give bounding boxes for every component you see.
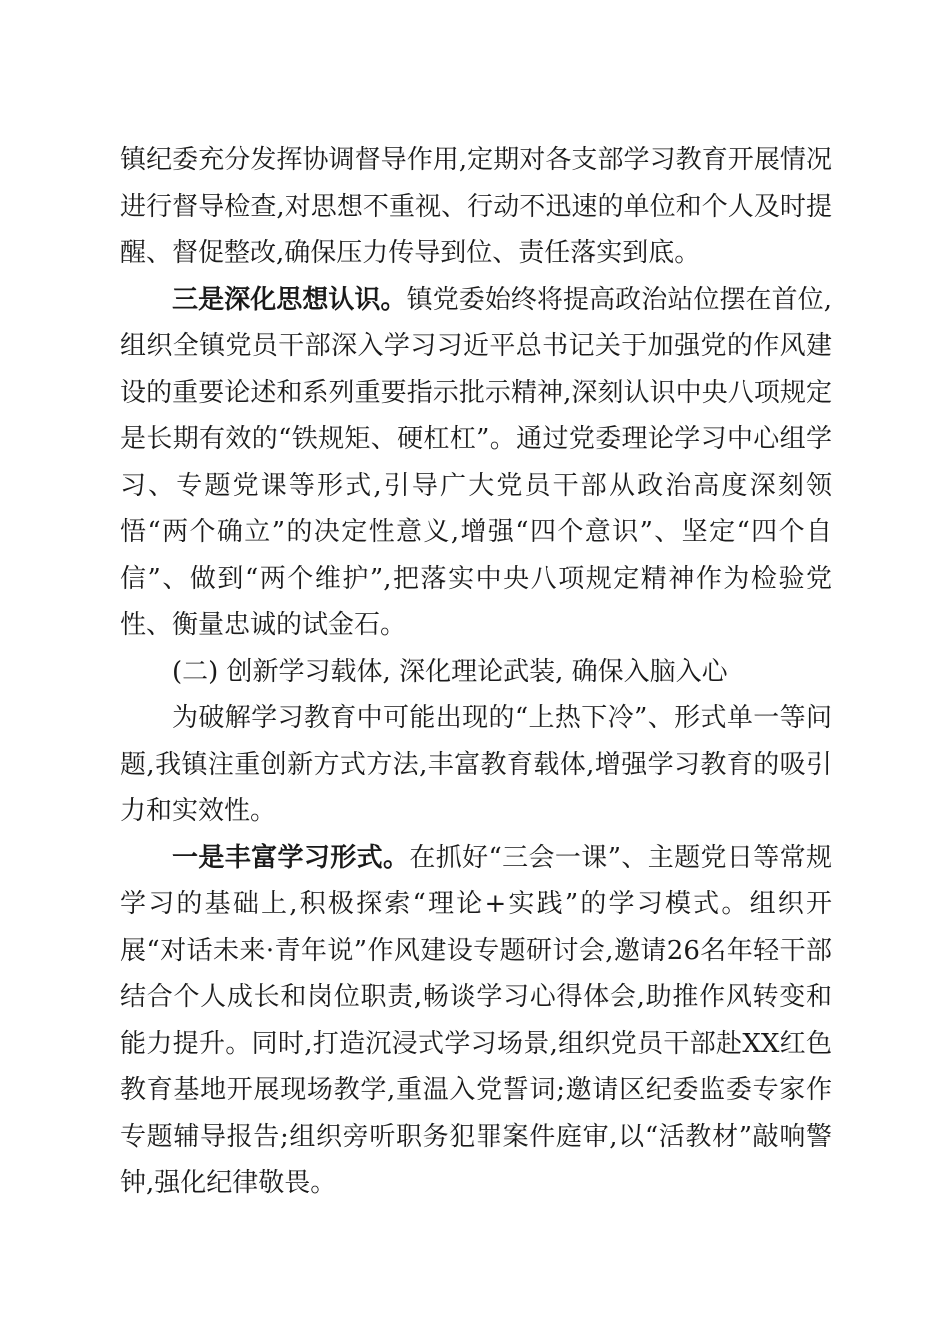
paragraph-text: 镇党委始终将提高政治站位摆在首位,组织全镇党员干部深入学习习近平总书记关于加强党的作风建设的重要论述和系列重要指示批示精神,深刻认识中央八项规定是长期有效的“铁规矩、硬杠杠”。通过党委理论学习中心组学习、专题党课等形式,引导广大党员干部从政治高度深刻领悟“两个确立”的决定性意义,增强“四个意识”、坚定“四个自信”、做到“两个维护”,把落实中央八项规定精神作为检验党性、衡量忠诚的试金石。 xyxy=(120,284,832,640)
paragraph-text: 镇纪委充分发挥协调督导作用,定期对各支部学习教育开展情况进行督导检查,对思想不重视、行动不迅速的单位和个人及时提醒、督促整改,确保压力传导到位、责任落实到底。 xyxy=(120,145,832,268)
paragraph-lead-heading: 一是丰富学习形式。 xyxy=(172,842,410,873)
paragraph-text: 为破解学习教育中可能出现的“上热下冷”、形式单一等问题,我镇注重创新方式方法,丰富教育载体,增强学习教育的吸引力和实效性。 xyxy=(120,703,832,826)
document-body xyxy=(120,137,832,1207)
paragraph-lead-heading: 三是深化思想认识。 xyxy=(172,284,407,315)
paragraph-deepen-thinking xyxy=(120,277,832,649)
section-heading xyxy=(120,649,832,696)
paragraph-continuation xyxy=(120,137,832,277)
paragraph-text: 在抓好“三会一课”、主题党日等常规学习的基础上,积极探索“理论+实践”的学习模式。组织开展“对话未来·青年说”作风建设专题研讨会,邀请26名年轻干部结合个人成长和岗位职责,畅谈学习心得体会,助推作风转变和能力提升。同时,打造沉浸式学习场景,组织党员干部赴XX红色教育基地开展现场教学,重温入党誓词;邀请区纪委监委专家作专题辅导报告;组织旁听职务犯罪案件庭审,以“活教材”敲响警钟,强化纪律敬畏。 xyxy=(120,842,832,1198)
section-heading-text: (二) 创新学习载体, 深化理论武装, 确保入脑入心 xyxy=(172,656,728,687)
paragraph-intro xyxy=(120,695,832,835)
paragraph-enrich-forms xyxy=(120,835,832,1207)
